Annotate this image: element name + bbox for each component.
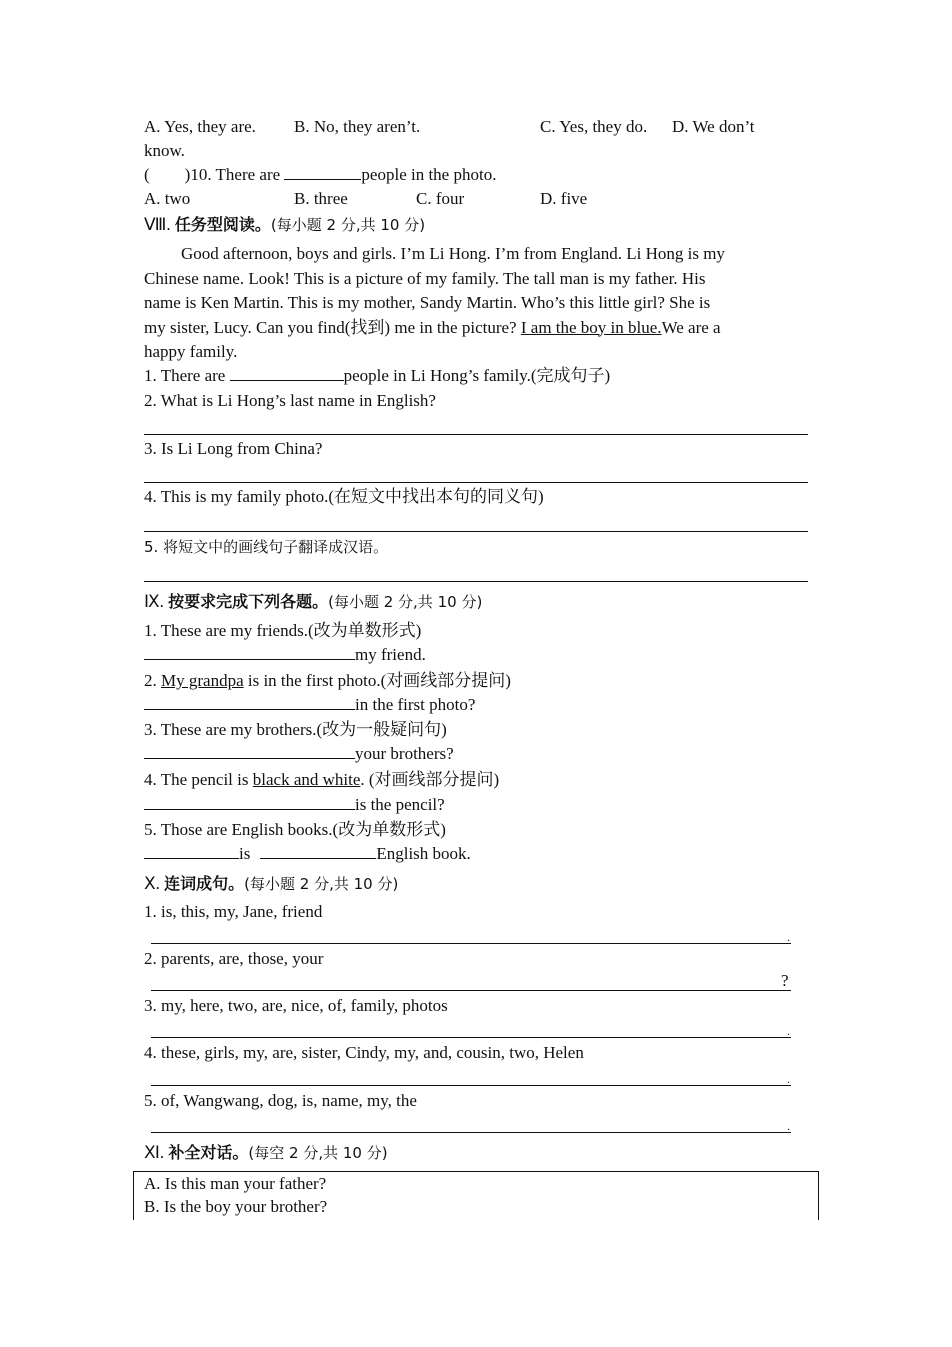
section11-option-b: B. Is the boy your brother? — [144, 1197, 328, 1216]
section10-q2-answer-line[interactable] — [151, 990, 791, 991]
section9-a5-blank-2[interactable] — [260, 843, 376, 859]
section9-q4-underlined: black and white — [252, 770, 361, 789]
q9-option-d: D. We don’t — [672, 117, 755, 136]
section9-q3: 3. These are my brothers.(改为一般疑问句) — [144, 720, 447, 739]
section8-title: 任务型阅读。 — [174, 215, 271, 234]
section8-q3: 3. Is Li Long from China? — [144, 439, 323, 458]
section11-heading — [144, 1142, 388, 1164]
section9-q4: 4. The pencil is black and white. (对画线部分提问) — [144, 770, 500, 789]
q10-stem-end: people in the photo. — [361, 165, 497, 184]
section10-q5-answer-line[interactable] — [151, 1132, 791, 1133]
section9-a3-blank[interactable] — [144, 743, 355, 759]
q10-stem: )10. There are — [184, 165, 281, 184]
passage-line-4: my sister, Lucy. Can you find(找到) me in the picture? I am the boy in blue.We are a — [144, 317, 721, 337]
passage-line-3: name is Ken Martin. This is my mother, Sandy Martin. Who’s this little girl? She is — [144, 293, 711, 312]
section9-a2: in the first photo? — [144, 694, 475, 716]
section8-number: Ⅷ. — [144, 215, 171, 234]
section9-a4: is the pencil? — [144, 794, 445, 816]
q10-option-d: D. five — [540, 189, 588, 208]
section8-note: (每小题 2 分,共 10 分) — [270, 216, 426, 234]
q9-option-d-cont: know. — [144, 141, 185, 160]
section10-q4: 4. these, girls, my, are, sister, Cindy, my, and, cousin, two, Helen — [144, 1043, 584, 1062]
section8-q1: 1. There are people in Li Hong’s family.(完成句子) — [144, 366, 611, 385]
section8-q5: 5. 将短文中的画线句子翻译成汉语。 — [144, 538, 389, 556]
section8-heading — [144, 214, 425, 236]
section9-q2-underlined: My grandpa — [161, 671, 244, 690]
underlined-sentence: I am the boy in blue. — [520, 317, 662, 337]
passage-line-2: Chinese name. Look! This is a picture of my family. The tall man is my father. His — [144, 268, 706, 288]
section9-a2-blank[interactable] — [144, 694, 355, 710]
section8-q2: 2. What is Li Hong’s last name in English? — [144, 391, 436, 410]
section8-q5-answer-line[interactable] — [144, 581, 808, 582]
section9-a1: my friend. — [144, 644, 426, 666]
section10-q1-answer-line[interactable] — [151, 943, 791, 944]
passage-line-5: happy family. — [144, 342, 238, 361]
section10-q2-qmark: ? — [781, 971, 789, 990]
section9-title: 按要求完成下列各题。 — [168, 592, 329, 611]
section9-q1: 1. These are my friends.(改为单数形式) — [144, 621, 422, 640]
section11-number: Ⅺ. — [144, 1143, 165, 1162]
section11-note: (每空 2 分,共 10 分) — [248, 1144, 388, 1162]
section9-a1-blank[interactable] — [144, 644, 355, 660]
section9-a5-blank-1[interactable] — [144, 843, 239, 859]
section10-q3: 3. my, here, two, are, nice, of, family, photos — [144, 996, 448, 1015]
q9-option-c: C. Yes, they do. — [540, 117, 648, 136]
section11-title: 补全对话。 — [168, 1143, 249, 1162]
section8-passage — [144, 242, 808, 365]
q10-option-b: B. three — [294, 189, 348, 208]
passage-line-1: Good afternoon, boys and girls. I’m Li Hong. I’m from England. Li Hong is my — [181, 244, 725, 263]
section8-q4: 4. This is my family photo.(在短文中找出本句的同义句) — [144, 487, 544, 506]
section9-q5: 5. Those are English books.(改为单数形式) — [144, 820, 446, 839]
section10-q3-period: . — [787, 1024, 790, 1038]
q9-option-b: B. No, they aren’t. — [294, 117, 421, 136]
q10-option-c: C. four — [416, 189, 465, 208]
section10-heading — [144, 873, 398, 895]
section9-a4-blank[interactable] — [144, 794, 355, 810]
section8-q4-answer-line[interactable] — [144, 531, 808, 532]
section10-q5-period: . — [787, 1119, 790, 1133]
section10-q1: 1. is, this, my, Jane, friend — [144, 902, 323, 921]
section9-a5: is English book. — [144, 843, 471, 865]
section9-note: (每小题 2 分,共 10 分) — [328, 593, 483, 611]
section10-q4-answer-line[interactable] — [151, 1085, 791, 1086]
section8-q3-answer-line[interactable] — [144, 482, 808, 483]
section9-heading — [144, 591, 482, 613]
q10-answer-blank[interactable] — [284, 164, 361, 180]
section10-q1-period: . — [787, 930, 790, 944]
section10-title: 连词成句。 — [164, 874, 245, 893]
section11-option-a: A. Is this man your father? — [144, 1174, 327, 1193]
section10-number: Ⅹ. — [144, 874, 160, 893]
q9-option-a: A. Yes, they are. — [144, 117, 256, 136]
section8-q2-answer-line[interactable] — [144, 434, 808, 435]
section9-a3: your brothers? — [144, 743, 454, 765]
q10-option-a: A. two — [144, 189, 191, 208]
q9-options-row — [144, 116, 256, 138]
section9-number: Ⅸ. — [144, 592, 164, 611]
section10-q3-answer-line[interactable] — [151, 1037, 791, 1038]
q10-paren-open: ( — [144, 165, 150, 184]
section8-q1-blank[interactable] — [230, 365, 344, 381]
section10-note: (每小题 2 分,共 10 分) — [244, 875, 399, 893]
section10-q4-period: . — [787, 1072, 790, 1086]
q10-question — [144, 164, 496, 186]
section10-q5: 5. of, Wangwang, dog, is, name, my, the — [144, 1091, 417, 1110]
section10-q2: 2. parents, are, those, your — [144, 949, 324, 968]
section9-q2: 2. My grandpa is in the first photo.(对画线部分提问) — [144, 671, 511, 690]
